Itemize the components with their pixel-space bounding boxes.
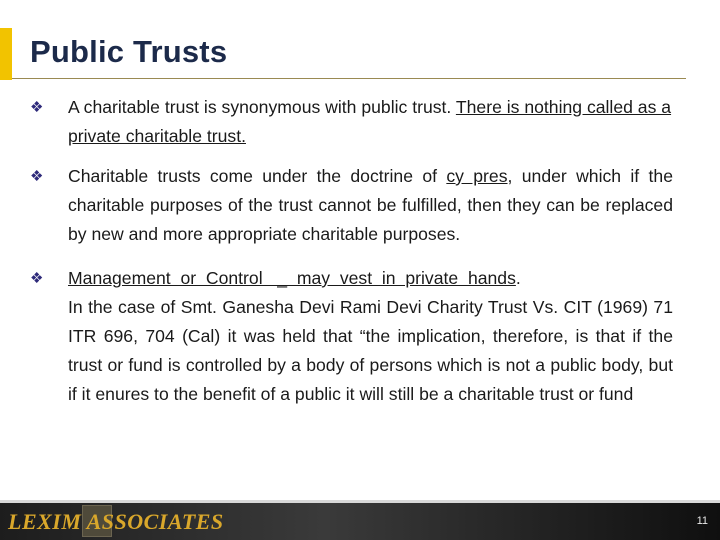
diamond-bullet-icon: ❖ xyxy=(30,99,44,116)
bullet-text-post: , under which if the charitable purposes of the trust cannot be fulfilled, then they can be replaced by new and more appropriate charitable purposes. xyxy=(68,166,673,244)
bullet-text-underlined: Management or Control _ may vest in private hands xyxy=(68,268,516,288)
bullet-heading-line xyxy=(68,264,673,293)
bullet-text-body: In the case of Smt. Ganesha Devi Rami Devi Charity Trust Vs. CIT (1969) 71 ITR 696, 704 (Cal) it was held that “the implication, therefore, is that if the trust or fund is controlled by a body of persons which is not a public body, but if it enures to the benefit of a public it will still be a charitable trust or fund xyxy=(68,297,673,404)
slide-title: Public Trusts xyxy=(30,34,228,69)
diamond-bullet-icon: ❖ xyxy=(30,168,44,185)
bullet-text xyxy=(68,93,673,151)
title-divider xyxy=(12,78,686,79)
bullet-text-underlined: There is nothing called as a private charitable trust. xyxy=(68,97,672,146)
diamond-bullet-icon: ❖ xyxy=(30,270,44,287)
title-accent-bar xyxy=(0,28,12,80)
footer-company-name: LEXIM ASSOCIATES xyxy=(8,509,224,534)
bullet-text-lead: A charitable trust is synonymous with public trust. xyxy=(68,97,456,117)
footer-bar xyxy=(0,503,720,540)
bullet-text xyxy=(68,264,673,409)
bullet-text-pre: Charitable trusts come under the doctrine of xyxy=(68,166,447,186)
bullet-text-underlined: cy pres xyxy=(446,166,508,186)
bullet-text-punct: . xyxy=(515,268,521,288)
page-number: 11 xyxy=(696,515,708,527)
bullet-text xyxy=(68,162,673,249)
